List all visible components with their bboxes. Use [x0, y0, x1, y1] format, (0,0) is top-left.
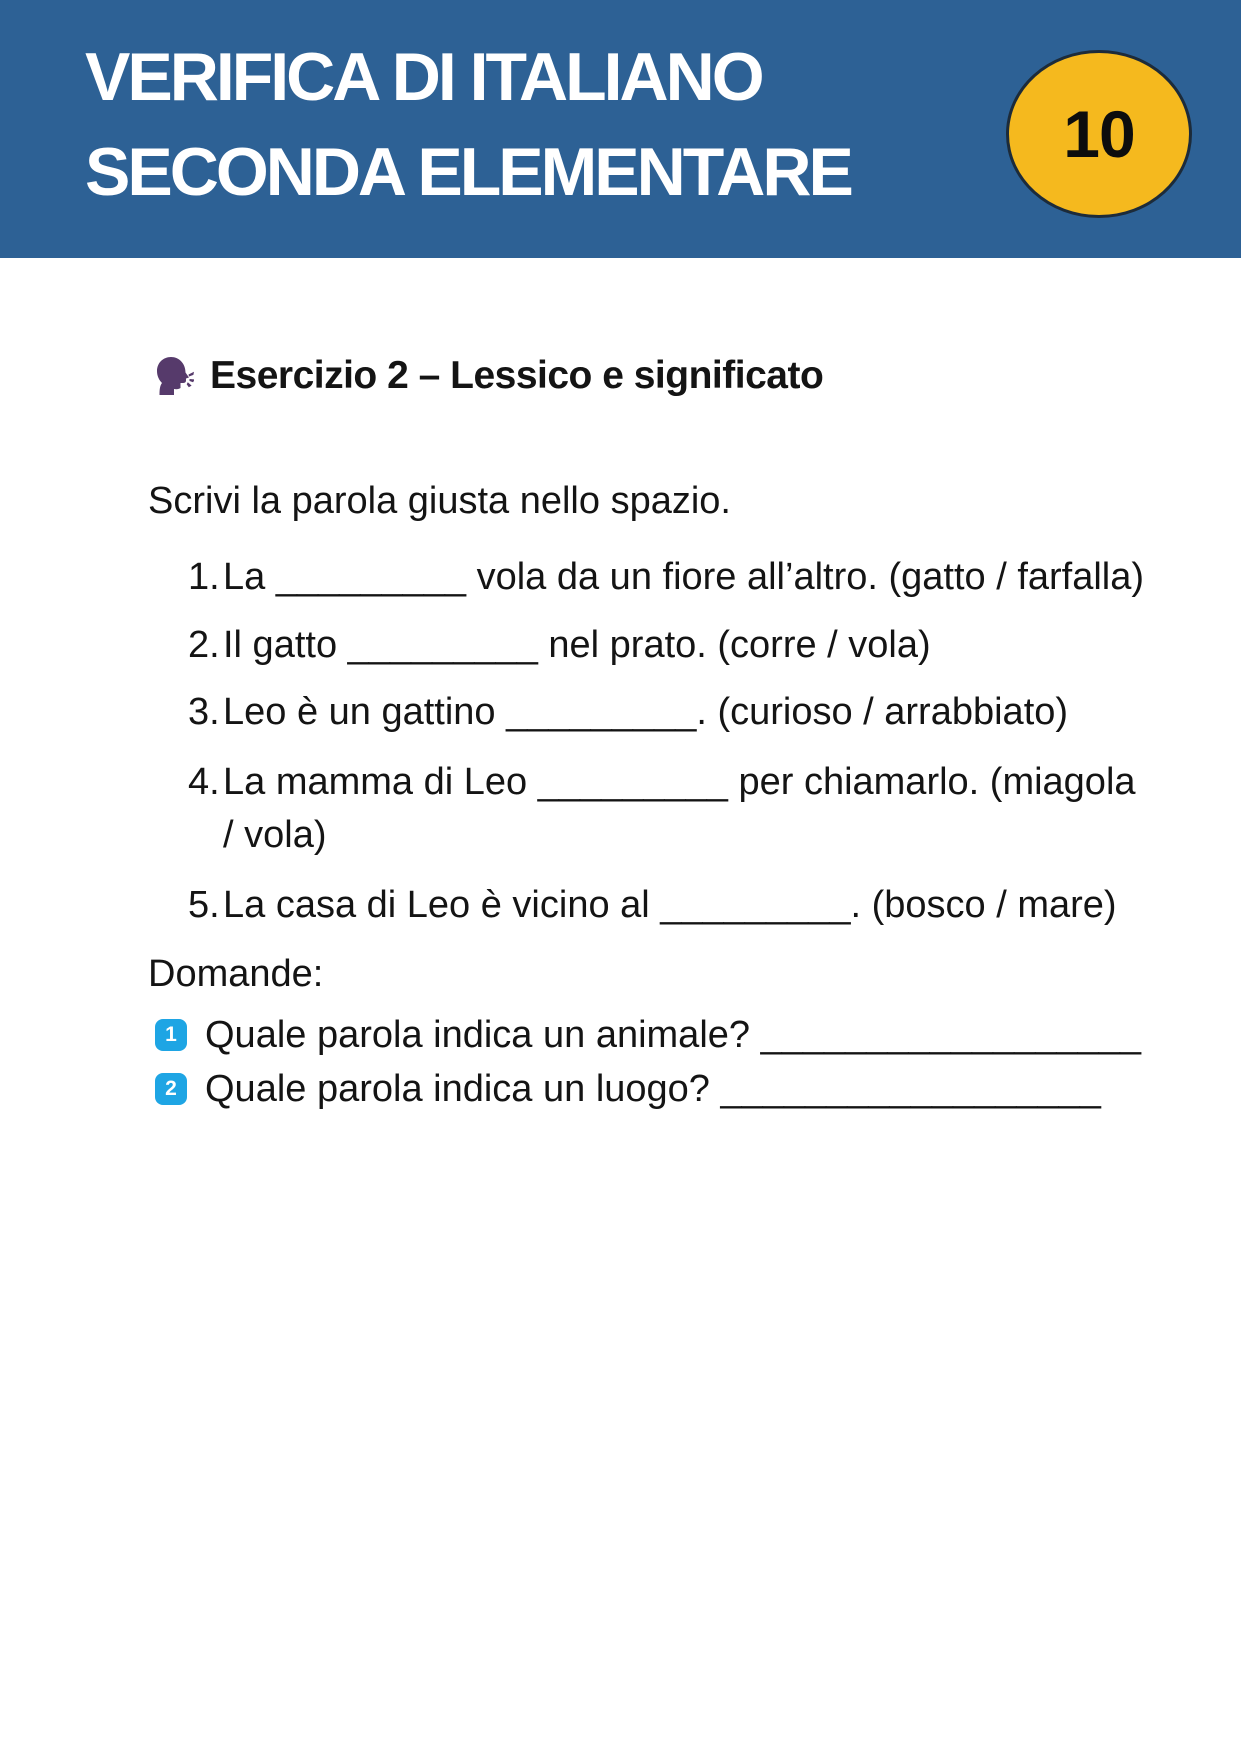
item-number: 1.	[188, 556, 220, 598]
header-banner	[0, 0, 1241, 258]
item-text: La mamma di Leo _________ per chiamarlo. (miagola	[223, 761, 1136, 803]
fill-in-item-3	[188, 689, 1068, 735]
worksheet-title-line2: SECONDA ELEMENTARE	[85, 134, 851, 210]
question-row-2	[155, 1066, 1101, 1112]
exercise-instruction: Scrivi la parola giusta nello spazio.	[148, 480, 731, 522]
worksheet-title	[85, 30, 851, 220]
item-number: 5.	[188, 884, 220, 926]
item-text: Leo è un gattino _________. (curioso / arrabbiato)	[223, 691, 1069, 733]
item-number: 2.	[188, 624, 220, 666]
question-text: Quale parola indica un luogo? __________________	[205, 1068, 1101, 1110]
item-number: 4.	[188, 761, 220, 803]
worksheet-title-line1: VERIFICA DI ITALIANO	[85, 39, 762, 115]
item-number: 3.	[188, 691, 220, 733]
fill-in-item-5	[188, 882, 1117, 928]
fill-in-item-2	[188, 622, 931, 668]
question-text: Quale parola indica un animale? __________________	[205, 1014, 1141, 1056]
exercise-heading	[150, 354, 823, 398]
item-text: La casa di Leo è vicino al _________. (bosco / mare)	[223, 884, 1117, 926]
item-text: La _________ vola da un fiore all’altro. (gatto / farfalla)	[223, 556, 1145, 598]
keycap-2-icon	[155, 1073, 187, 1105]
fill-in-item-4	[188, 759, 1136, 805]
question-row-1	[155, 1012, 1141, 1058]
keycap-number: 1	[165, 1023, 177, 1046]
exercise-title: Esercizio 2 – Lessico e significato	[210, 354, 824, 397]
keycap-number: 2	[165, 1077, 177, 1100]
fill-in-item-4-wrap	[223, 812, 326, 858]
score-badge	[1006, 50, 1192, 218]
item-text: Il gatto _________ nel prato. (corre / vola)	[223, 624, 931, 666]
item-text: / vola)	[223, 814, 327, 856]
keycap-1-icon	[155, 1019, 187, 1051]
fill-in-item-1	[188, 554, 1144, 600]
speaking-head-icon	[150, 354, 194, 398]
questions-label: Domande:	[148, 953, 324, 995]
score-badge-number: 10	[1063, 97, 1135, 171]
